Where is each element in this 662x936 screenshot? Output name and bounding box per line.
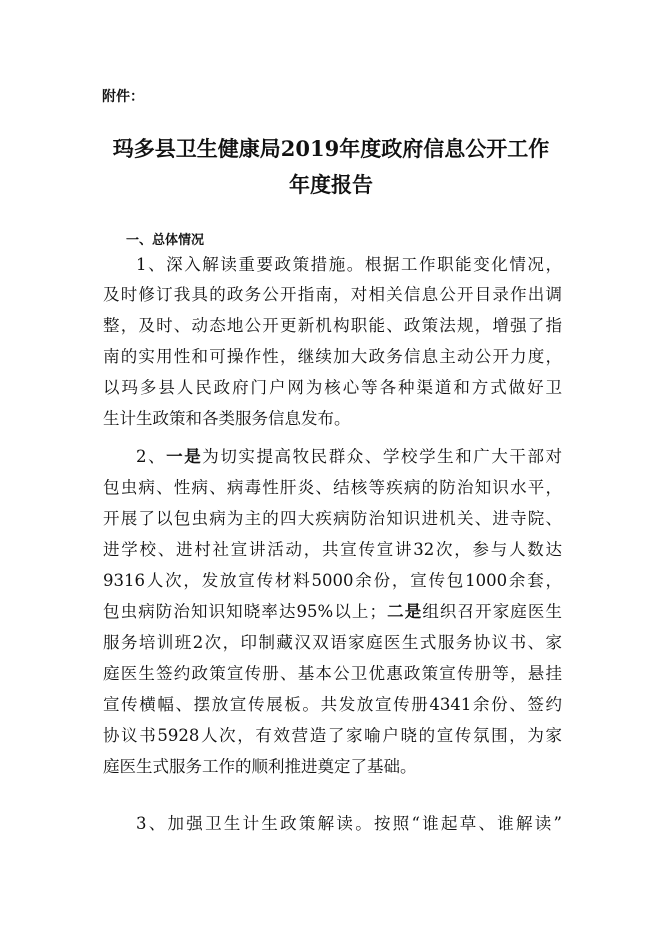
text-run: 为切实提高牧民群众、学校学生和广大干部对	[202, 447, 562, 466]
paragraph-line: 包虫病、性病、病毒性肝炎、结核等疾病的防治知识水平，	[103, 478, 562, 497]
paragraph-line: 整，及时、动态地公开更新机构职能、政策法规，增强了指	[103, 316, 562, 335]
paragraph-line: 开展了以包虫病为主的四大疾病防治知识进机关、进寺院、	[103, 509, 562, 528]
paragraph-line: 9316人次，发放宣传材料5000余份，宣传包1000余套，	[103, 571, 562, 590]
paragraph-line: 1、深入解读重要政策措施。根据工作职能变化情况，	[136, 255, 562, 274]
paragraph-line: 服务培训班2次，印制藏汉双语家庭医生式服务协议书、家	[103, 633, 562, 652]
emphasis-text: 二是	[386, 602, 423, 621]
paragraph-line: 庭医生式服务工作的顺利推进奠定了基础。	[103, 757, 417, 776]
emphasis-text: 一是	[166, 447, 203, 466]
paragraph-line: 生计生政策和各类服务信息发布。	[103, 409, 351, 428]
paragraph-line: 进学校、进村社宣讲活动，共宣传宣讲32次，参与人数达	[103, 540, 562, 559]
section-heading-overview: 一、总体情况	[126, 233, 205, 248]
paragraph-line: 庭医生签约政策宣传册、基本公卫优惠政策宣传册等，悬挂	[103, 664, 562, 683]
report-title-line2: 年度报告	[289, 172, 373, 197]
paragraph-line	[136, 445, 562, 469]
paragraph-line: 宣传横幅、摆放宣传展板。共发放宣传册4341余份、签约	[103, 695, 562, 714]
paragraph-line: 3、加强卫生计生政策解读。按照“谁起草、谁解读”	[136, 814, 562, 833]
paragraph-line	[103, 600, 562, 624]
text-run: 组织召开家庭医生	[422, 602, 562, 621]
paragraph-line: 以玛多县人民政府门户网为核心等各种渠道和方式做好卫	[103, 378, 562, 397]
text-run: 包虫病防治知识知晓率达95%以上；	[103, 602, 387, 621]
paragraph-line: 南的实用性和可操作性，继续加大政务信息主动公开力度，	[103, 347, 562, 366]
report-title-line1: 玛多县卫生健康局2019年度政府信息公开工作	[112, 136, 550, 161]
paragraph-line: 及时修订我具的政务公开指南，对相关信息公开目录作出调	[103, 285, 562, 304]
text-run: 2、	[136, 447, 167, 466]
attachment-label: 附件：	[102, 89, 144, 105]
paragraph-line: 协议书5928人次，有效营造了家喻户晓的宣传氛围，为家	[103, 726, 562, 745]
